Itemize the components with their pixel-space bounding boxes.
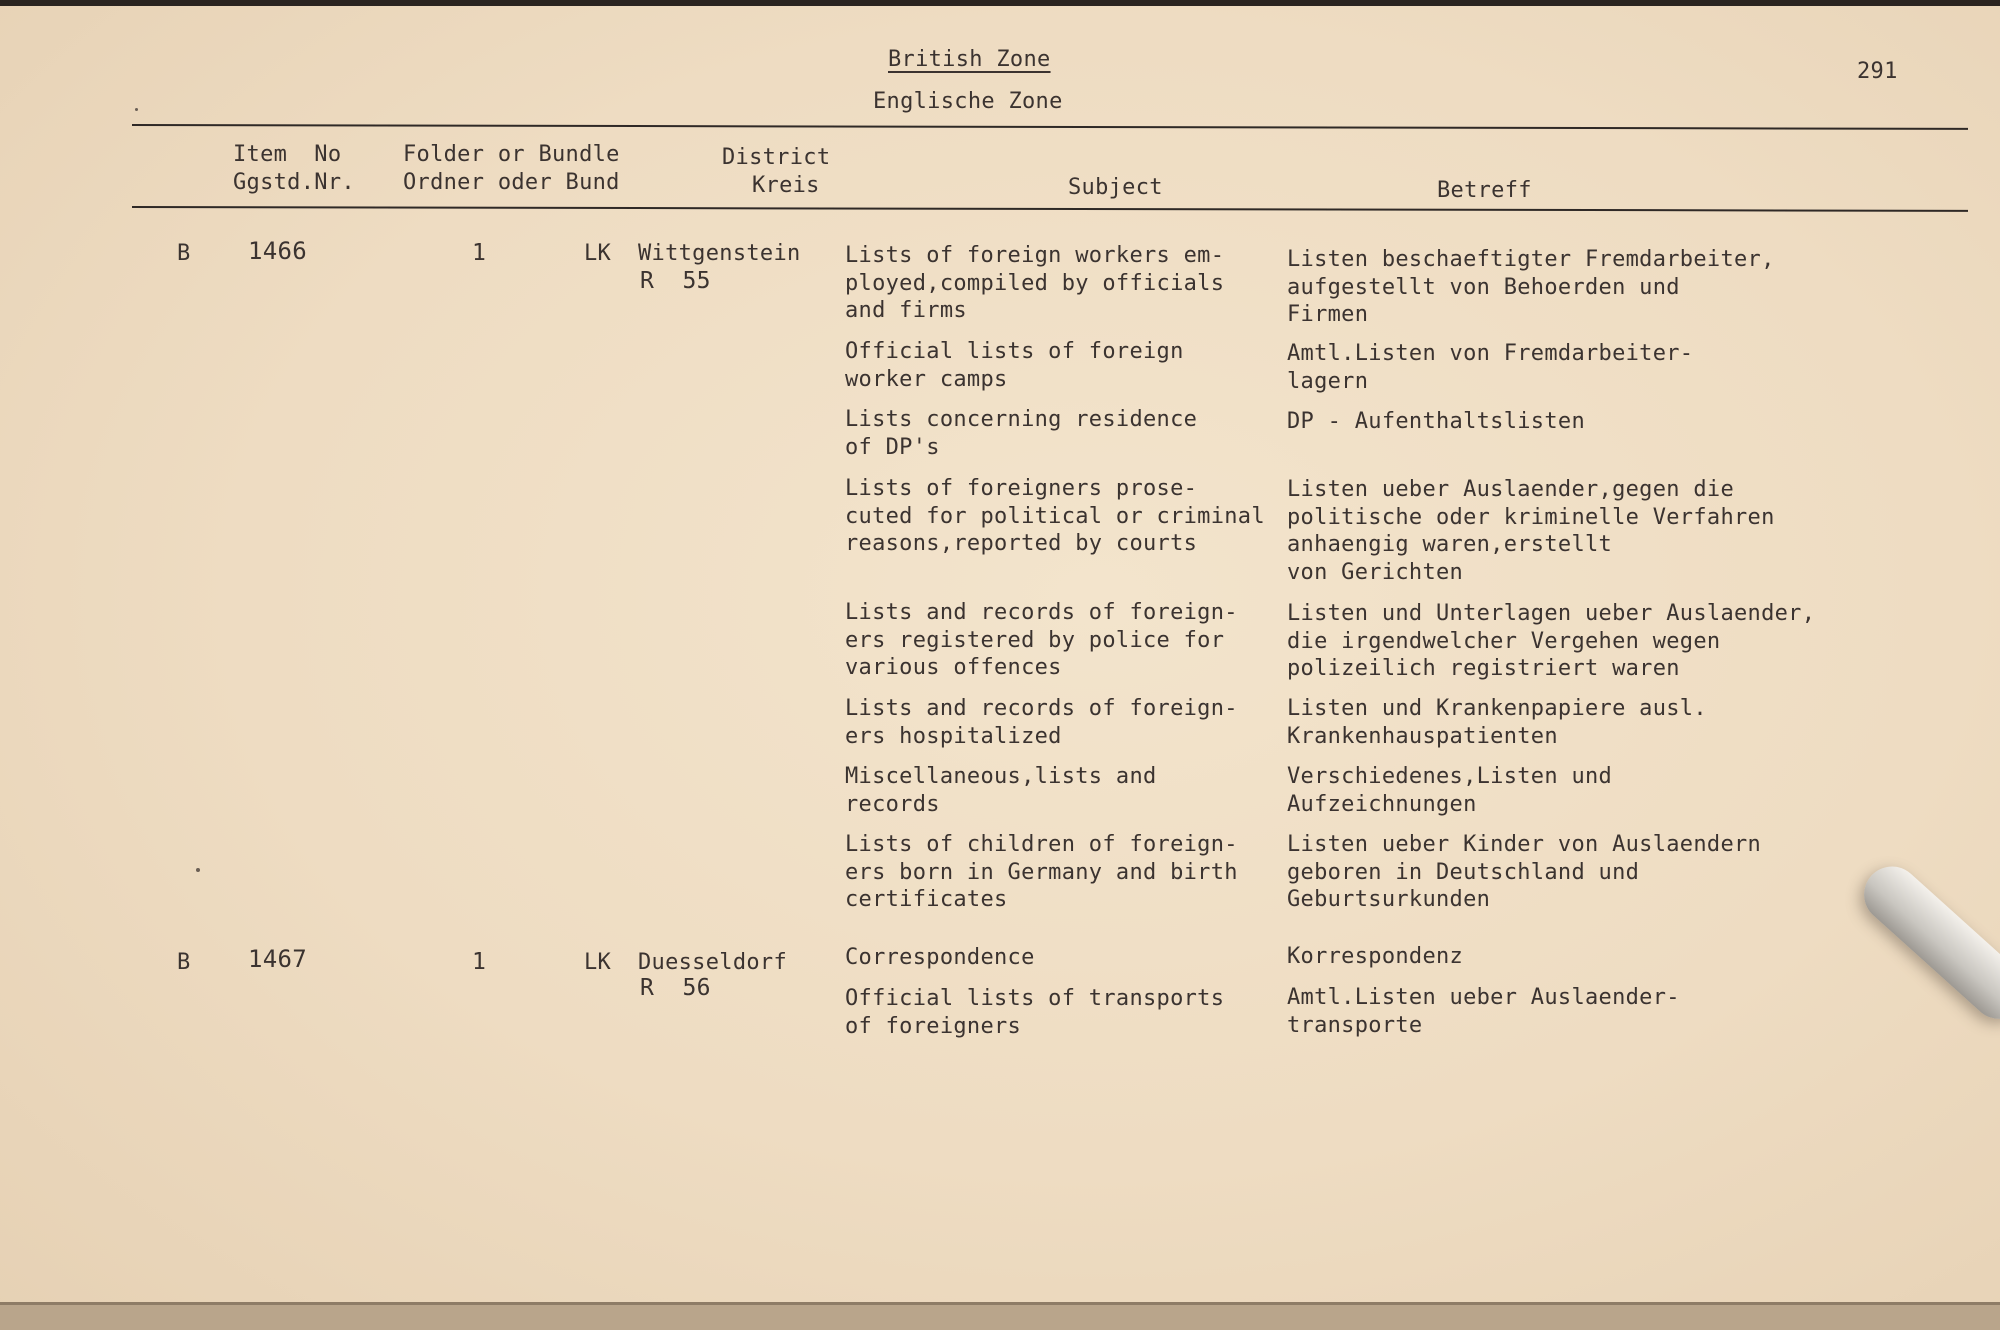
col-folder-en: Folder or Bundle bbox=[403, 142, 620, 167]
pointer-tool bbox=[1853, 855, 2000, 1030]
page-number: 291 bbox=[1857, 59, 1898, 84]
col-item-de: Ggstd.Nr. bbox=[233, 170, 355, 195]
paper-speck bbox=[196, 868, 200, 872]
betreff-item: DP - Aufenthaltslisten bbox=[1287, 409, 1585, 434]
col-district-de: Kreis bbox=[752, 173, 820, 198]
scan-bottom-edge bbox=[0, 1302, 2000, 1330]
col-district-en: District bbox=[722, 145, 831, 170]
entry-district-type: LK bbox=[584, 950, 612, 975]
betreff-item: Amtl.Listen von Fremdarbeiter- lagern bbox=[1287, 341, 1694, 394]
subject-item: Lists of children of foreign- ers born in Germany and birth certificates bbox=[845, 832, 1238, 912]
entry-number: 1467 bbox=[248, 945, 307, 973]
col-folder-de: Ordner oder Bund bbox=[403, 170, 620, 195]
entry-number: 1466 bbox=[248, 237, 307, 265]
header-bottom-rule bbox=[132, 206, 1968, 212]
entry-district-name: Duesseldorf bbox=[638, 950, 787, 975]
subject-item: Official lists of foreign worker camps bbox=[845, 339, 1184, 392]
entry-district-ref: R 56 bbox=[640, 975, 711, 1001]
subject-item: Official lists of transports of foreigners bbox=[845, 986, 1225, 1039]
entry-district-ref: R 55 bbox=[640, 268, 711, 294]
subject-item: Correspondence bbox=[845, 945, 1035, 970]
betreff-item: Listen und Krankenpapiere ausl. Krankenhauspatienten bbox=[1287, 696, 1707, 749]
betreff-item: Listen ueber Kinder von Auslaendern geboren in Deutschland und Geburtsurkunden bbox=[1287, 832, 1762, 912]
paper-speck bbox=[135, 108, 138, 111]
subject-item: Lists and records of foreign- ers hospitalized bbox=[845, 696, 1238, 749]
entry-district-type: LK bbox=[584, 241, 612, 266]
betreff-item: Amtl.Listen ueber Auslaender- transporte bbox=[1287, 985, 1680, 1038]
header-top-rule bbox=[132, 124, 1968, 130]
betreff-item: Listen beschaeftigter Fremdarbeiter, aufgestellt von Behoerden und Firmen bbox=[1287, 247, 1775, 327]
col-betreff: Betreff bbox=[1437, 178, 1532, 203]
entry-folder: 1 bbox=[472, 240, 487, 266]
betreff-item: Korrespondenz bbox=[1287, 944, 1464, 969]
entry-district-name: Wittgenstein bbox=[638, 241, 801, 266]
subject-item: Lists of foreigners prose- cuted for political or criminal reasons,reported by courts bbox=[845, 476, 1265, 556]
scan-top-edge bbox=[0, 0, 2000, 6]
col-item-en: Item No bbox=[233, 142, 342, 167]
entry-folder: 1 bbox=[472, 949, 487, 975]
subject-item: Lists of foreign workers em- ployed,compiled by officials and firms bbox=[845, 243, 1225, 323]
entry-letter: B bbox=[177, 950, 191, 975]
betreff-item: Listen und Unterlagen ueber Auslaender, die irgendwelcher Vergehen wegen polizeilich registriert waren bbox=[1287, 601, 1816, 681]
entry-letter: B bbox=[177, 241, 191, 266]
col-subject: Subject bbox=[1068, 175, 1163, 200]
betreff-item: Listen ueber Auslaender,gegen die politische oder kriminelle Verfahren anhaengig waren,erstellt von Gerichten bbox=[1287, 477, 1775, 585]
betreff-item: Verschiedenes,Listen und Aufzeichnungen bbox=[1287, 764, 1613, 817]
zone-title-en: British Zone bbox=[888, 47, 1051, 72]
subject-item: Miscellaneous,lists and records bbox=[845, 764, 1157, 817]
zone-title-de: Englische Zone bbox=[873, 89, 1063, 114]
subject-item: Lists concerning residence of DP's bbox=[845, 407, 1198, 460]
subject-item: Lists and records of foreign- ers registered by police for various offences bbox=[845, 600, 1238, 680]
